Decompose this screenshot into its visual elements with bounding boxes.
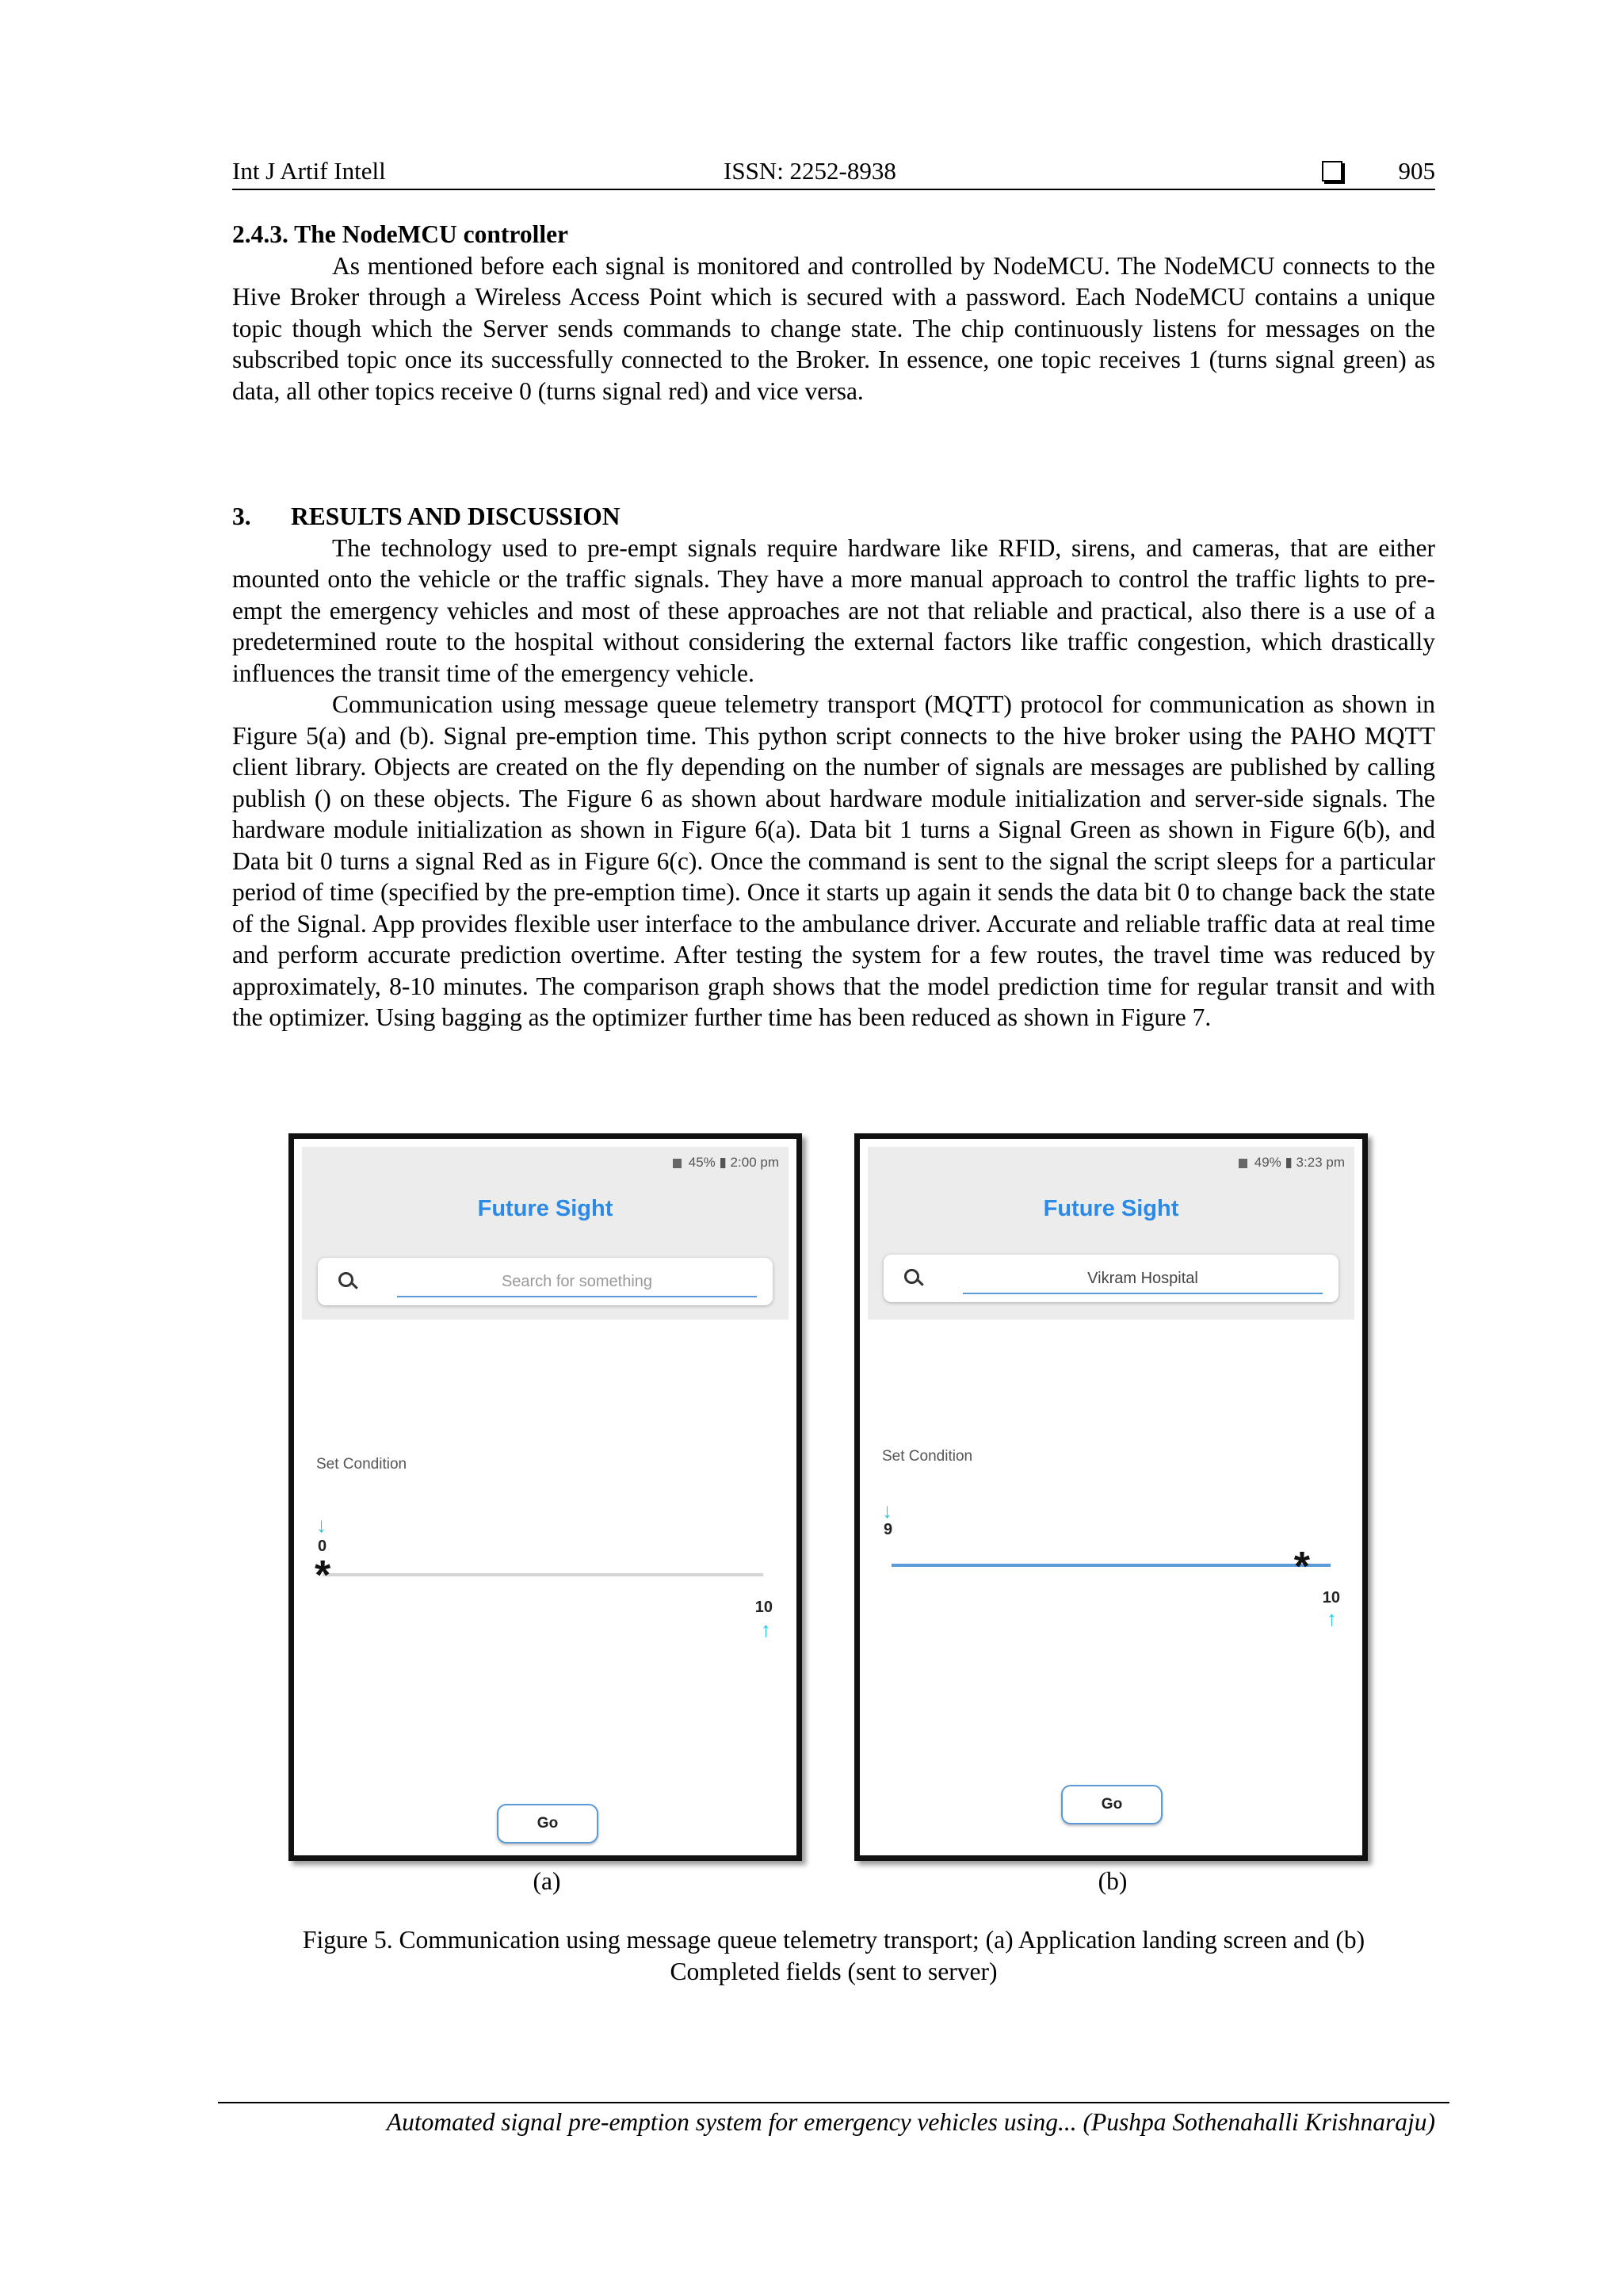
slider-thumb[interactable]: * xyxy=(1293,1544,1310,1590)
status-text: 45% ▮ 2:00 pm xyxy=(688,1155,779,1170)
subfigure-label-b: (b) xyxy=(1098,1867,1128,1895)
phone-screen-a xyxy=(288,1133,802,1861)
section-number: 3. xyxy=(232,502,251,530)
section-title: RESULTS AND DISCUSSION xyxy=(291,502,621,530)
slider-max-label: 10 xyxy=(754,1599,773,1616)
app-title: Future Sight xyxy=(477,1196,613,1221)
arrow-down-icon: ↓ xyxy=(882,1499,892,1522)
search-bar xyxy=(318,1258,773,1305)
search-input[interactable] xyxy=(397,1267,757,1297)
status-bar xyxy=(673,1155,779,1171)
search-icon xyxy=(338,1272,353,1287)
status-bar xyxy=(1239,1155,1345,1171)
section-results xyxy=(232,501,1435,1033)
slider-min-label: 9 xyxy=(884,1521,893,1538)
go-button[interactable]: Go xyxy=(1061,1785,1163,1824)
arrow-up-icon: ↑ xyxy=(761,1618,771,1641)
paragraph: The technology used to pre-empt signals require hardware like RFID, sirens, and cameras, that are either mounted onto the vehicle or the traffic signals. They have a more manual approach to control the traffic lights to pre-empt the emergency vehicles and most of these approaches are not that reliable and practical, also there is a use of a predetermined route to the hospital without considering the external factors like traffic congestion, which drastically influences the transit time of the emergency vehicle. xyxy=(232,533,1435,687)
slider-track[interactable] xyxy=(892,1564,1331,1567)
issn: ISSN: 2252-8938 xyxy=(724,157,896,185)
set-condition-label: Set Condition xyxy=(882,1448,973,1465)
set-condition-label: Set Condition xyxy=(316,1456,407,1473)
search-input[interactable] xyxy=(963,1264,1323,1294)
section-heading xyxy=(232,501,1435,533)
search-icon xyxy=(904,1269,919,1284)
phone-screen-b xyxy=(854,1133,1368,1861)
signal-icon xyxy=(1239,1159,1247,1168)
slider-min-label: 0 xyxy=(318,1538,327,1555)
slider-thumb[interactable]: * xyxy=(315,1553,331,1599)
go-button[interactable]: Go xyxy=(497,1804,598,1843)
caption-line: Completed fields (sent to server) xyxy=(670,1958,998,1985)
app-title: Future Sight xyxy=(1043,1196,1179,1221)
caption-line: Figure 5. Communication using message queue telemetry transport; (a) Application landing screen and (b) xyxy=(302,1926,1365,1954)
header-rule xyxy=(232,189,1435,190)
app-header xyxy=(302,1147,789,1320)
paragraph: Communication using message queue telemetry transport (MQTT) protocol for communication as shown in Figure 5(a) and (b). Signal pre-emption time. This python script connects to the hive broker using the PAHO MQTT client library. Objects are created on the fly depending on the number of signals are messages are published by calling publish () on these objects. The Figure 6 as shown about hardware module initialization and server-side signals. The hardware module initialization as shown in Figure 6(a). Data bit 1 turns a Signal Green as shown in Figure 6(b), and Data bit 0 turns a signal Red as in Figure 6(c). Once the command is sent to the signal the script sleeps for a particular period of time (specified by the pre-emption time). Once it starts up again it sends the data bit 0 to change back the state of the Signal. App provides flexible user interface to the ambulance driver. Accurate and reliable traffic data at real time and perform accurate prediction overtime. After testing the system for a few routes, the travel time was reduced by approximately, 8-10 minutes. The comparison graph shows that the model prediction time for regular transit and with the optimizer. Using bagging as the optimizer further time has been reduced as shown in Figure 7. xyxy=(232,690,1435,1031)
signal-icon xyxy=(673,1159,682,1168)
subfigure-label-a: (a) xyxy=(533,1867,561,1895)
slider-track[interactable] xyxy=(323,1573,763,1576)
figure-caption xyxy=(232,1924,1435,1988)
arrow-down-icon: ↓ xyxy=(316,1513,327,1537)
page-number: 905 xyxy=(1398,157,1435,185)
section-heading: 2.4.3. The NodeMCU controller xyxy=(232,220,569,248)
paragraph: As mentioned before each signal is monitored and controlled by NodeMCU. The NodeMCU connects to the Hive Broker through a Wireless Access Point which is secured with a password. Each NodeMCU contains a unique topic though which the Server sends commands to change state. The chip continuously listens for messages on the subscribed topic once its successfully connected to the Broker. In essence, one topic receives 1 (turns signal green) as data, all other topics receive 0 (turns signal red) and vice versa. xyxy=(232,251,1435,405)
arrow-up-icon: ↑ xyxy=(1327,1606,1337,1630)
journal-name: Int J Artif Intell xyxy=(232,157,386,185)
running-header xyxy=(232,155,1435,187)
status-text: 49% ▮ 3:23 pm xyxy=(1254,1155,1345,1170)
app-header xyxy=(868,1147,1354,1320)
search-bar xyxy=(884,1255,1338,1302)
running-footer: Automated signal pre-emption system for emergency vehicles using... (Pushpa Sothenahalli Krishnaraju) xyxy=(386,2108,1435,2136)
square-box-icon xyxy=(1322,161,1342,181)
section-243 xyxy=(232,219,1435,407)
footer-rule xyxy=(218,2102,1449,2103)
slider-max-label: 10 xyxy=(1322,1589,1340,1606)
